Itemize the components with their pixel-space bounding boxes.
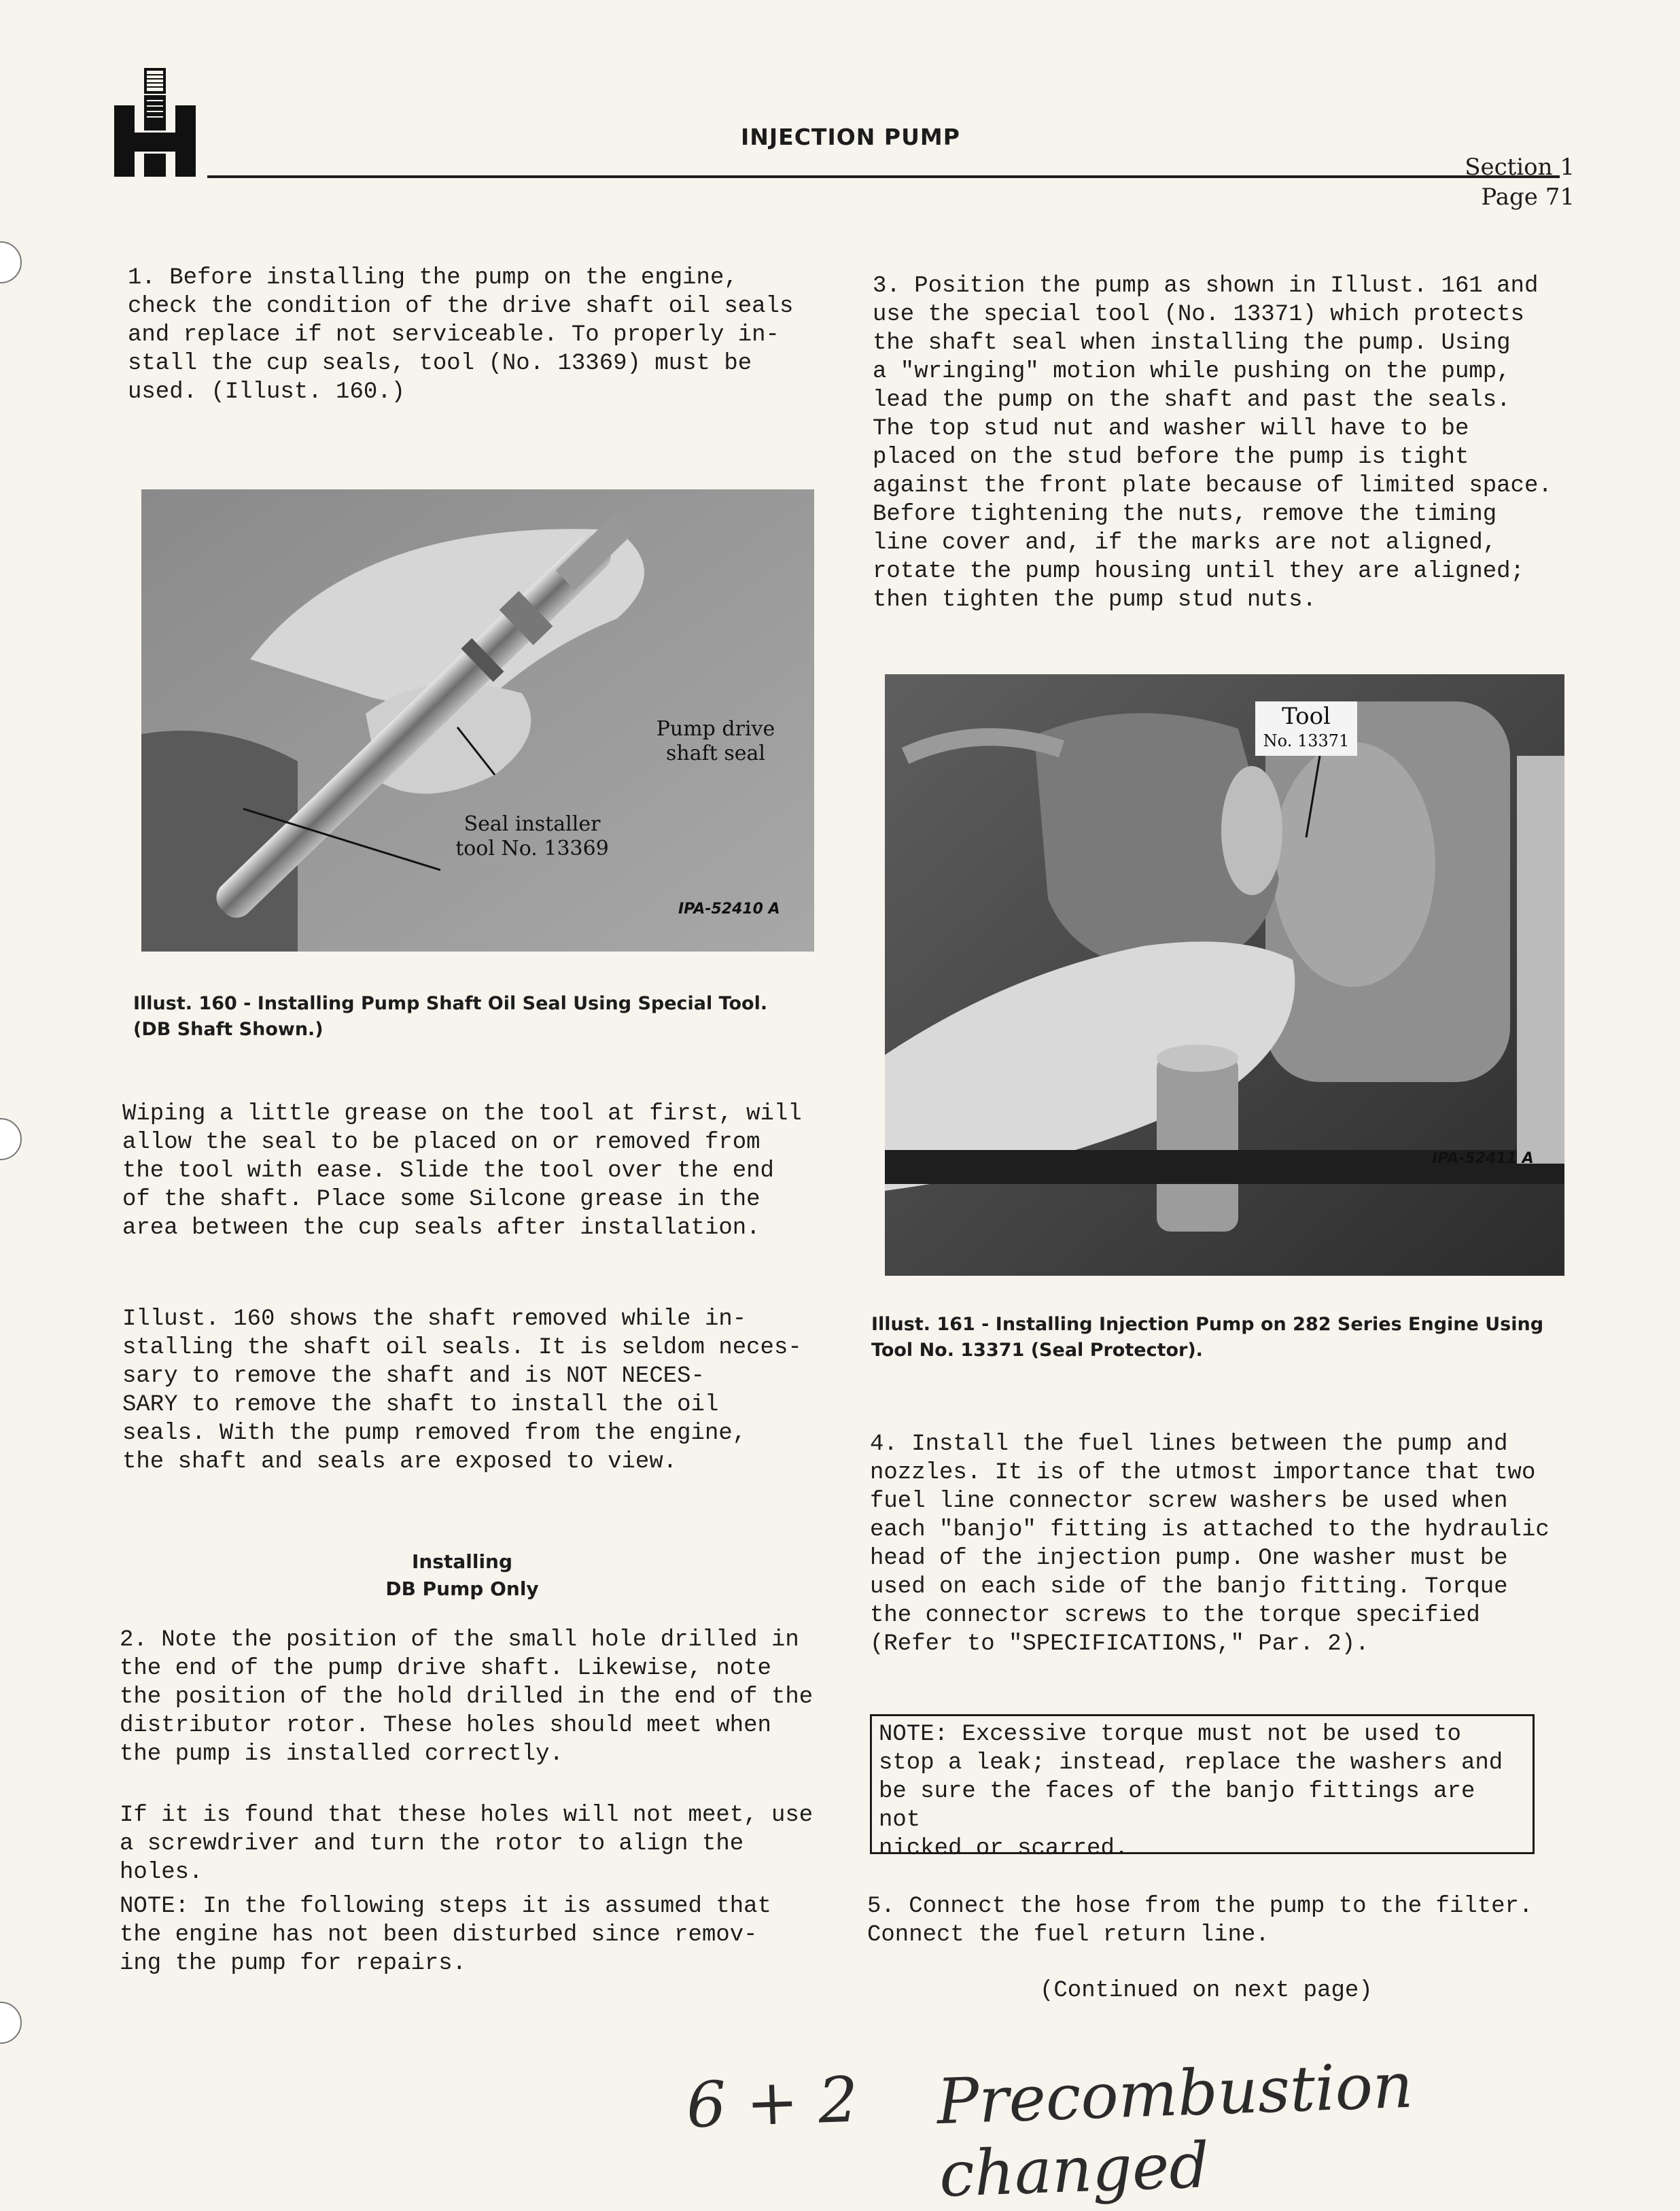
caption-illust-160: Illust. 160 - Installing Pump Shaft Oil Seal Using Special Tool. (DB Shaft Shown.): [133, 993, 768, 1040]
left-holes-paragraph: If it is found that these holes will not meet, use a screwdriver and turn the rotor to align the holes.: [120, 1803, 813, 1885]
right-step-5: 5. Connect the hose from the pump to the filter. Connect the fuel return line.: [867, 1894, 1533, 1948]
label-pump-drive-shaft-seal: Pump drive shaft seal: [656, 717, 775, 765]
photo-code-160: IPA-52410 A: [678, 901, 780, 918]
section-reference: [1465, 152, 1575, 212]
binder-hole: [0, 241, 22, 283]
caption-illust-161: Illust. 161 - Installing Injection Pump on 282 Series Engine Using Tool No. 13371 (Seal Protector).: [871, 1314, 1544, 1361]
left-grease-paragraph: Wiping a little grease on the tool at first, will allow the seal to be placed on or removed from the tool with ease. Slide the tool over the end of the shaft. Place some Silcone grease in the area between the cup seals after installation.: [122, 1101, 802, 1241]
note-box-text: NOTE: Excessive torque must not be used to stop a leak; instead, replace the washers and be sure the faces of the banjo fittings are not nicked or scarred.: [879, 1722, 1503, 1862]
photo-code-161: IPA-52411 A: [1432, 1150, 1534, 1167]
right-step-3: 3. Position the pump as shown in Illust. 161 and use the special tool (No. 13371) which protects the shaft seal when installing the pump. Using a "wringing" motion while pushing on the pump, lead the pump on the shaft and past the seals. The top stud nut and washer will have to be placed on the stud before the pump is tight against the front plate because of limited space. Before tightening the nuts, remove the timing line cover and, if the marks are not aligned, rotate the pump housing until they are aligned; then tighten the pump stud nuts.: [873, 273, 1552, 613]
subheading-installing-db-pump: [319, 1548, 605, 1603]
ih-logo: [114, 68, 196, 177]
left-step-2: 2. Note the position of the small hole drilled in the end of the pump drive shaft. Likewise, note the position of the hold drilled in the end of the distributor rotor. These holes should meet when the pump is installed correctly.: [120, 1627, 813, 1767]
left-shaft-removal-paragraph: Illust. 160 shows the shaft removed while in- stalling the shaft oil seals. It is seldom neces- sary to remove the shaft and is NOT NECES- SARY to remove the shaft to install the oil seals. With the pump removed from the engine, the shaft and seals are exposed to view.: [122, 1306, 802, 1475]
left-note-paragraph: NOTE: In the following steps it is assumed that the engine has not been disturbed since remov- ing the pump for repairs.: [120, 1894, 771, 1977]
right-step-4: 4. Install the fuel lines between the pump and nozzles. It is of the utmost importance that two fuel line connector screw washers be used when each "banjo" fitting is attached to the hydraulic head of the injection pump. One washer must be used on each side of the banjo fitting. Torque the connector screws to the torque specified (Refer to "SPECIFICATIONS," Par. 2).: [870, 1431, 1550, 1657]
left-step-1: 1. Before installing the pump on the engine, check the condition of the drive shaft oil seals and replace if not serviceable. To properly in- stall the cup seals, tool (No. 13369) must be used. (Illust. 160.): [128, 265, 794, 405]
label-tool-text: Tool: [1282, 703, 1331, 730]
note-box: [870, 1714, 1535, 1862]
subheading-line-1: Installing: [411, 1550, 513, 1573]
continued-note: (Continued on next page): [1040, 1978, 1373, 2004]
subheading-line-2: DB Pump Only: [385, 1578, 539, 1600]
binder-hole: [0, 1118, 22, 1160]
illustration-161-photo: [885, 674, 1564, 1276]
handwritten-note-left: 6 + 2: [685, 2063, 860, 2142]
illustration-161: [885, 674, 1564, 1276]
handwritten-note-right: Precombustion changed: [935, 2049, 1414, 2211]
label-seal-installer-tool: Seal installer tool No. 13369: [455, 812, 609, 860]
illustration-160: [141, 489, 814, 952]
header-rule: [207, 175, 1560, 178]
binder-hole: [0, 2002, 22, 2044]
section-label: Section 1: [1465, 154, 1575, 181]
label-tool-13371: [1255, 701, 1357, 756]
label-tool-number: No. 13371: [1263, 731, 1350, 750]
page-title: INJECTION PUMP: [741, 124, 960, 150]
page-number: Page 71: [1481, 184, 1575, 211]
